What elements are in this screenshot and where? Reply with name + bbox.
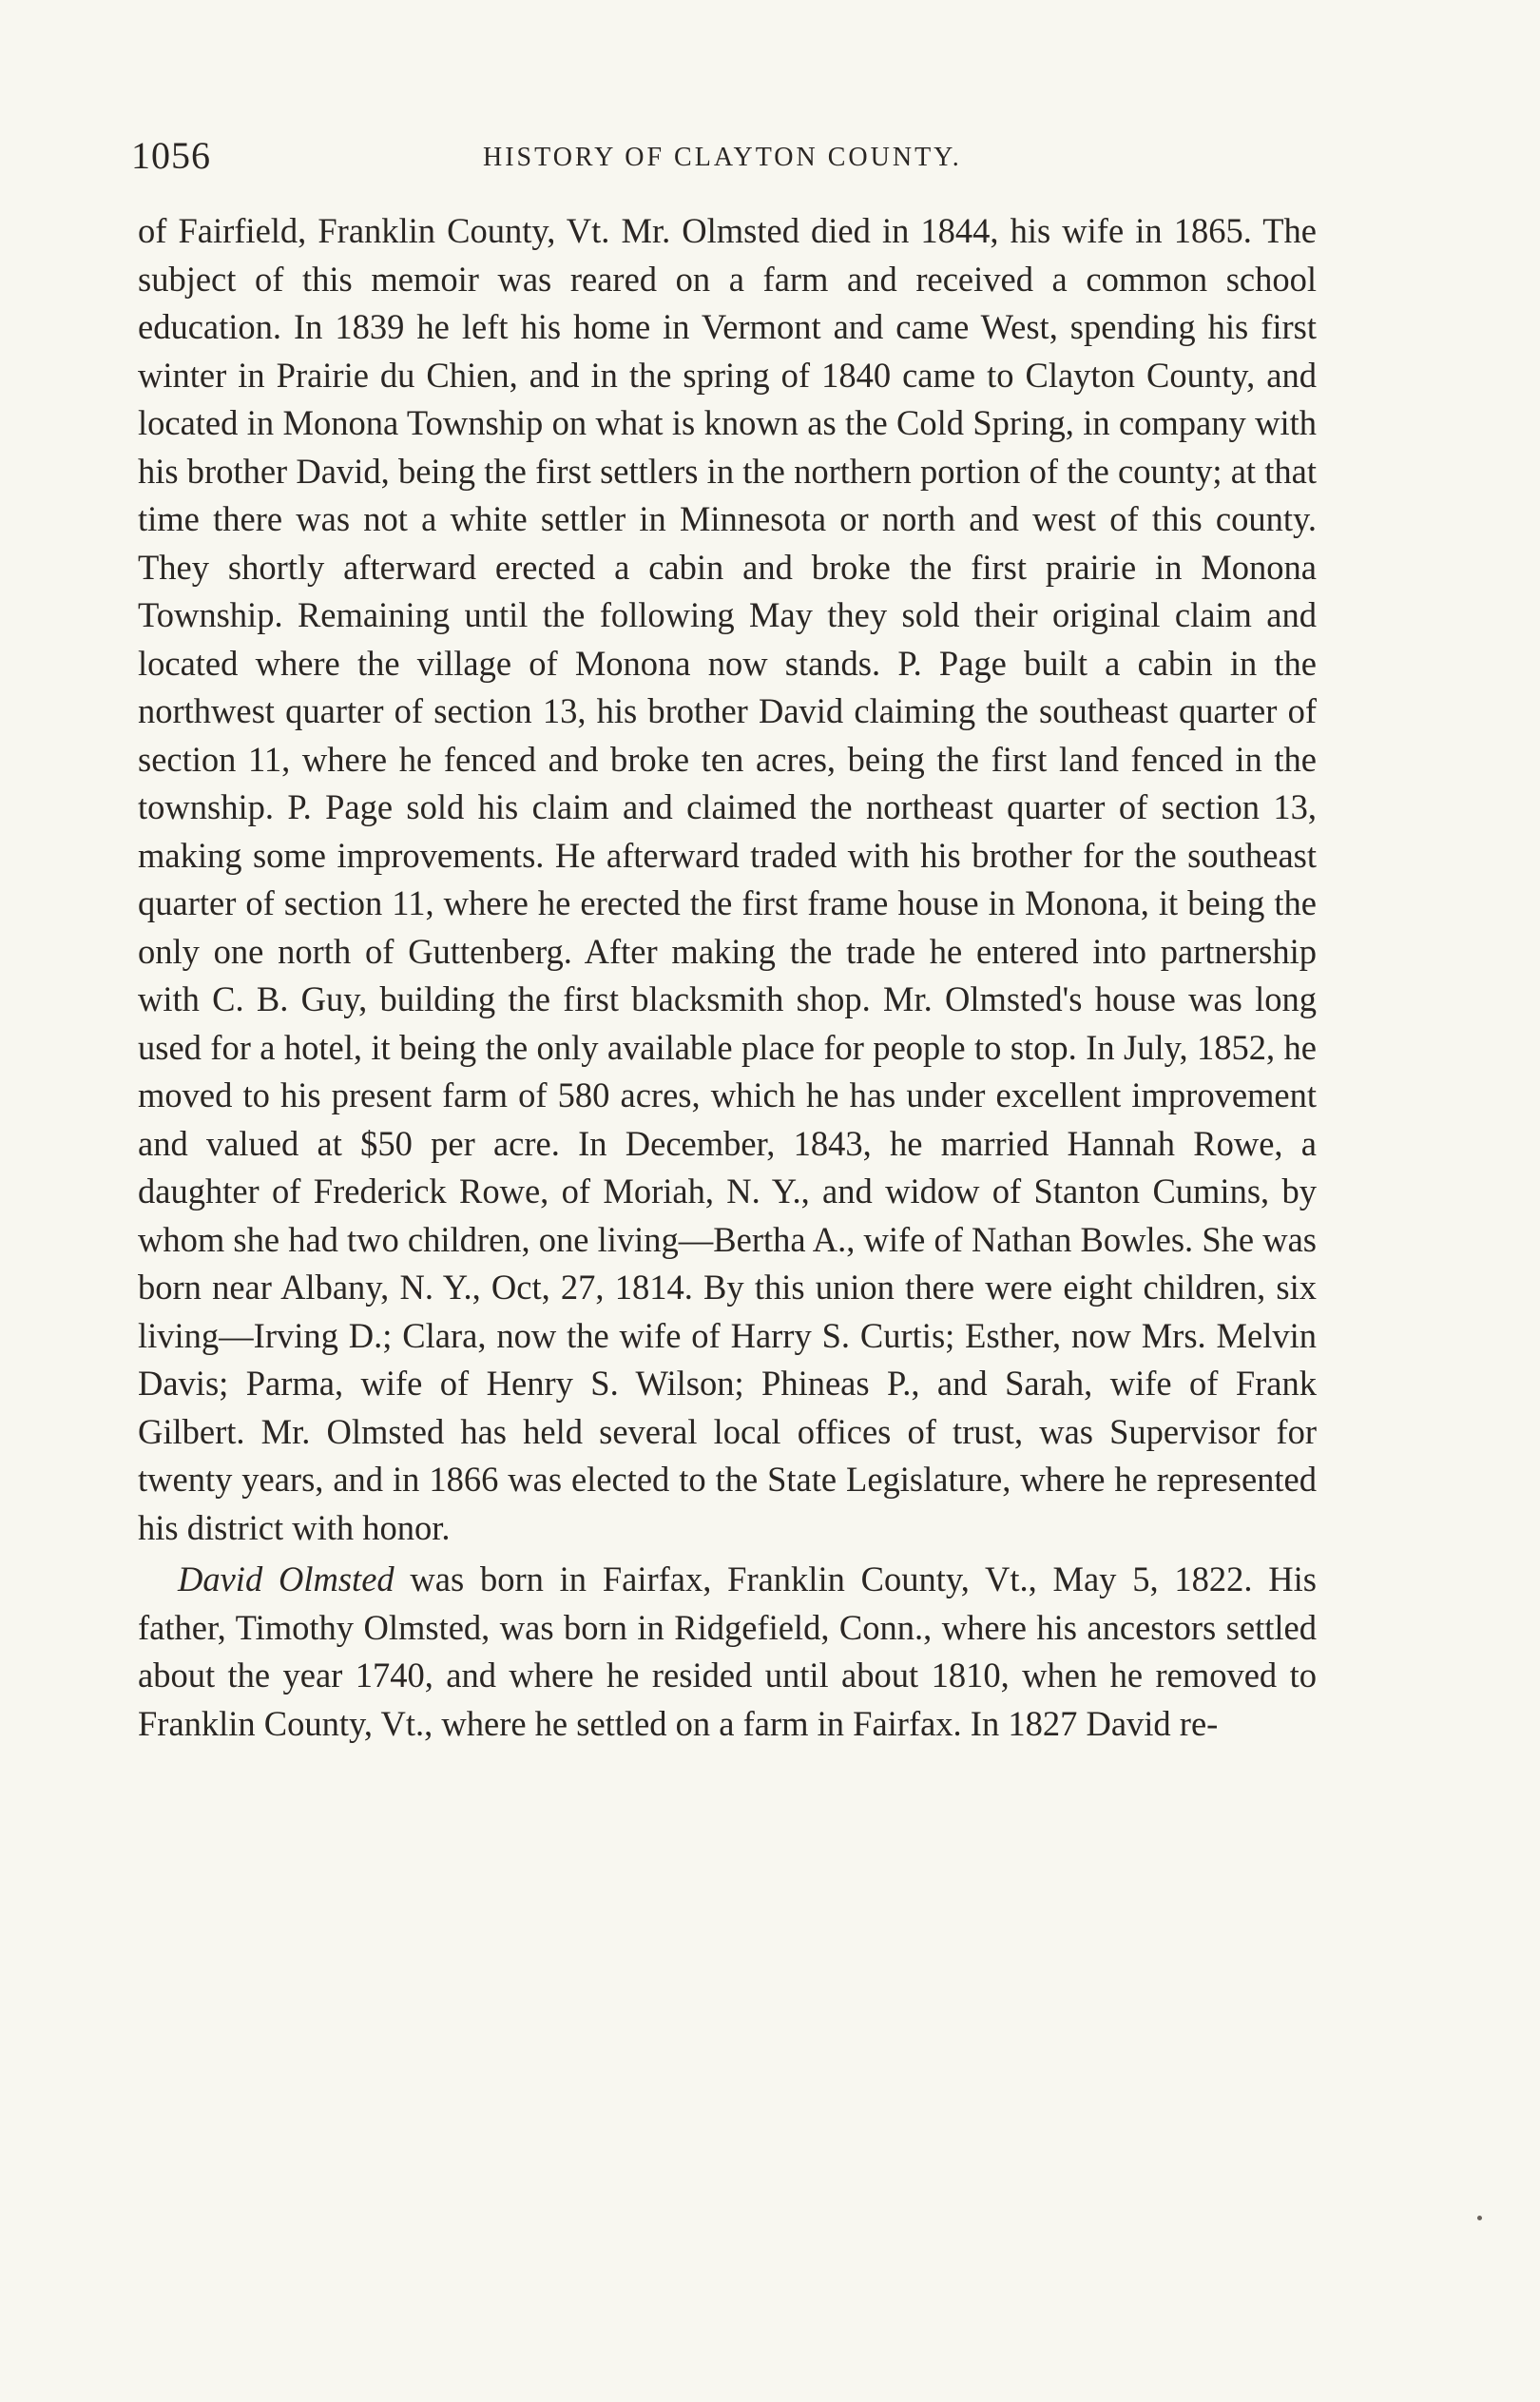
paragraph-text: was born in Fairfax, Franklin County, Vt., May 5, 1822. His father, Timothy Olmsted, was born in Ridgefield, Conn., where his ancestors settled about the year 1740, and where he resided until about 1810, when he removed to Franklin County, Vt., where he settled on a farm in Fairfax. In 1827 David re-: [138, 1559, 1317, 1743]
running-head: HISTORY OF CLAYTON COUNTY.: [483, 143, 962, 172]
page-header: [131, 133, 1329, 186]
paragraph-david-olmsted: [138, 1556, 1317, 1748]
ink-speck: [1477, 2216, 1482, 2220]
paragraph-olmsted-p-page: of Fairfield, Franklin County, Vt. Mr. Olmsted died in 1844, his wife in 1865. The subject of this memoir was reared on a farm and received a common school education. In 1839 he left his home in Vermont and came West, spending his first winter in Prairie du Chien, and in the spring of 1840 came to Clayton County, and located in Monona Township on what is known as the Cold Spring, in company with his brother David, being the first settlers in the northern portion of the county; at that time there was not a white settler in Minnesota or north and west of this county. They shortly afterward erected a cabin and broke the first prairie in Monona Township. Remaining until the following May they sold their original claim and located where the village of Monona now stands. P. Page built a cabin in the northwest quarter of section 13, his brother David claiming the southeast quarter of section 11, where he fenced and broke ten acres, being the first land fenced in the township. P. Page sold his claim and claimed the northeast quarter of section 13, making some improvements. He afterward traded with his brother for the southeast quarter of section 11, where he erected the first frame house in Monona, it being the only one north of Guttenberg. After making the trade he entered into partnership with C. B. Guy, building the first blacksmith shop. Mr. Olmsted's house was long used for a hotel, it being the only available place for people to stop. In July, 1852, he moved to his present farm of 580 acres, which he has under excellent improvement and valued at $50 per acre. In December, 1843, he married Hannah Rowe, a daughter of Frederick Rowe, of Moriah, N. Y., and widow of Stanton Cumins, by whom she had two children, one living—Bertha A., wife of Nathan Bowles. She was born near Albany, N. Y., Oct, 27, 1814. By this union there were eight children, six living—Irving D.; Clara, now the wife of Harry S. Curtis; Esther, now Mrs. Melvin Davis; Parma, wife of Henry S. Wilson; Phineas P., and Sarah, wife of Frank Gilbert. Mr. Olmsted has held several local offices of trust, was Supervisor for twenty years, and in 1866 was elected to the State Legislature, where he represented his district with honor.: [138, 211, 1317, 1547]
page-number: 1056: [131, 134, 211, 177]
biography-subject-name: David Olmsted: [178, 1559, 395, 1598]
body-text: [138, 207, 1317, 1748]
